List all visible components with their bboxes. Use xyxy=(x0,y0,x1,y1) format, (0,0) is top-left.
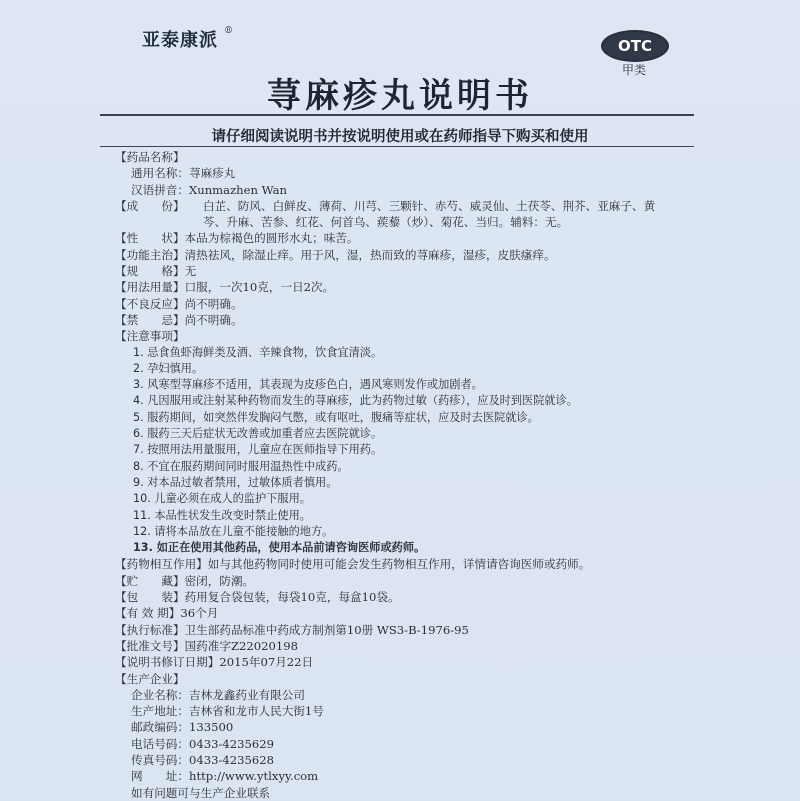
revision-label: 【说明书修订日期】 xyxy=(115,655,220,670)
company-value: 吉林龙鑫药业有限公司 xyxy=(188,687,305,702)
title-divider xyxy=(100,114,694,116)
ingredients-row xyxy=(115,198,675,231)
revision-row xyxy=(115,654,675,670)
manufacturer-heading xyxy=(115,671,675,687)
package-label: 【包 装】 xyxy=(115,590,185,605)
indications-row xyxy=(115,247,675,263)
interactions-label: 【药物相互作用】 xyxy=(115,557,208,572)
precaution-item: 1. 忌食鱼虾海鲜类及酒、辛辣食物，饮食宜清淡。 xyxy=(133,345,383,359)
standard-row xyxy=(115,622,675,638)
storage-label: 【贮 藏】 xyxy=(115,573,185,588)
interactions-row xyxy=(115,556,675,572)
interactions-value: 如与其他药物同时使用可能会发生药物相互作用，详情请咨询医师或药师。 xyxy=(207,557,591,572)
precautions-label: 【注意事项】 xyxy=(115,329,185,344)
package-row xyxy=(115,589,675,605)
company-label: 企业名称： xyxy=(131,687,189,702)
precaution-item: 9. 对本品过敏者禁用，过敏体质者慎用。 xyxy=(133,475,338,489)
leaflet-body xyxy=(115,149,675,801)
common-name-value: 荨麻疹丸 xyxy=(188,166,236,181)
precaution-item: 7. 按照用法用量服用，儿童应在医师指导下用药。 xyxy=(133,443,383,457)
address-label: 生产地址： xyxy=(131,704,189,719)
contact-footer xyxy=(115,785,675,801)
postcode-label: 邮政编码： xyxy=(131,720,189,735)
subtitle-divider xyxy=(100,146,694,147)
standard-label: 【执行标准】 xyxy=(115,622,185,637)
contact-note: 如有问题可与生产企业联系 xyxy=(131,785,271,800)
address-value: 吉林省和龙市人民大街1号 xyxy=(188,704,324,719)
specification-label: 【规 格】 xyxy=(115,264,185,279)
precautions-heading xyxy=(115,328,675,344)
company-row xyxy=(115,687,675,703)
manufacturer-label: 【生产企业】 xyxy=(115,671,185,686)
precaution-item: 5. 服药期间，如突然伴发胸闷气憋，或有呕吐，腹痛等症状，应及时去医院就诊。 xyxy=(133,410,539,424)
contraindications-value: 尚不明确。 xyxy=(184,312,243,327)
common-name-label: 通用名称： xyxy=(131,166,189,181)
dosage-label: 【用法用量】 xyxy=(115,280,185,295)
adverse-value: 尚不明确。 xyxy=(184,296,243,311)
validity-label: 【有 效 期】 xyxy=(115,606,181,621)
address-row xyxy=(115,703,675,719)
validity-value: 36个月 xyxy=(180,606,219,621)
revision-value: 2015年07月22日 xyxy=(219,655,314,670)
fax-value: 0433-4235628 xyxy=(188,752,275,767)
website-label: 网 址： xyxy=(131,769,189,784)
properties-value: 本品为棕褐色的圆形水丸；味苦。 xyxy=(184,231,359,246)
otc-category: 甲类 xyxy=(621,63,646,77)
precaution-item: 8. 不宜在服药期间同时服用温热性中成药。 xyxy=(133,459,349,473)
contraindications-row xyxy=(115,312,675,328)
postcode-value: 133500 xyxy=(188,720,234,735)
fax-label: 传真号码： xyxy=(131,752,189,767)
pinyin-label: 汉语拼音： xyxy=(131,182,189,197)
fax-row xyxy=(115,752,675,768)
adverse-label: 【不良反应】 xyxy=(115,296,185,311)
ingredients-label: 【成 份】 xyxy=(115,198,185,213)
precaution-item: 12. 请将本品放在儿童不能接触的地方。 xyxy=(133,524,334,538)
package-value: 药用复合袋包装，每袋10克，每盒10袋。 xyxy=(184,590,400,605)
drug-name-heading xyxy=(115,149,675,165)
phone-row xyxy=(115,736,675,752)
phone-value: 0433-4235629 xyxy=(188,736,275,751)
pinyin-value: Xunmazhen Wan xyxy=(188,182,287,197)
indications-value: 清热祛风，除湿止痒。用于风，湿，热而致的荨麻疹，湿疹，皮肤瘙痒。 xyxy=(184,247,556,262)
website-row xyxy=(115,768,675,784)
indications-label: 【功能主治】 xyxy=(115,247,185,262)
precaution-item: 11. 本品性状发生改变时禁止使用。 xyxy=(133,508,311,522)
standard-value: 卫生部药品标准中药成方制剂第10册 WS3-B-1976-95 xyxy=(184,622,469,637)
specification-value: 无 xyxy=(184,264,197,279)
approval-value: 国药准字Z22020198 xyxy=(184,638,299,653)
storage-row xyxy=(115,573,675,589)
dosage-row xyxy=(115,279,675,295)
specification-row xyxy=(115,263,675,279)
properties-label: 【性 状】 xyxy=(115,231,185,246)
phone-label: 电话号码： xyxy=(131,736,189,751)
precaution-item: 13. 如正在使用其他药品，使用本品前请咨询医师或药师。 xyxy=(133,541,426,555)
brand-logo: 亚泰康派 xyxy=(142,30,218,51)
precaution-item: 3. 风寒型荨麻疹不适用，其表现为皮疹色白，遇风寒则发作或加剧者。 xyxy=(133,378,483,392)
approval-label: 【批准文号】 xyxy=(115,638,185,653)
properties-row xyxy=(115,230,675,246)
precaution-item: 10. 儿童必须在成人的监护下服用。 xyxy=(133,492,311,506)
dosage-value: 口服，一次10克，一日2次。 xyxy=(184,280,335,295)
registered-mark: ® xyxy=(224,26,233,36)
precaution-item: 2. 孕妇慎用。 xyxy=(133,361,204,375)
otc-badge: OTC xyxy=(601,30,669,62)
page-title: 荨麻疹丸说明书 xyxy=(267,76,533,116)
section-label: 【药品名称】 xyxy=(115,150,185,164)
postcode-row xyxy=(115,719,675,735)
ingredients-value: 白芷、防风、白鲜皮、薄荷、川芎、三颗针、赤芍、威灵仙、土茯苓、荆芥、亚麻子、黄芩、升麻、苦参、红花、何首乌、蒺藜（炒）、菊花、当归。辅料：无。 xyxy=(203,198,656,230)
contraindications-label: 【禁 忌】 xyxy=(115,312,185,327)
adverse-row xyxy=(115,296,675,312)
validity-row xyxy=(115,605,675,621)
website-value: http://www.ytlxyy.com xyxy=(188,769,319,784)
usage-advice: 请仔细阅读说明书并按说明使用或在药师指导下购买和使用 xyxy=(211,129,589,145)
storage-value: 密闭，防潮。 xyxy=(184,573,255,588)
pinyin-row xyxy=(115,182,675,198)
common-name-row xyxy=(115,165,675,181)
precaution-item: 4. 凡因服用或注射某种药物而发生的荨麻疹，此为药物过敏（药疹），应及时到医院就诊。 xyxy=(133,394,578,408)
approval-row xyxy=(115,638,675,654)
precaution-item: 6. 服药三天后症状无改善或加重者应去医院就诊。 xyxy=(133,427,383,441)
